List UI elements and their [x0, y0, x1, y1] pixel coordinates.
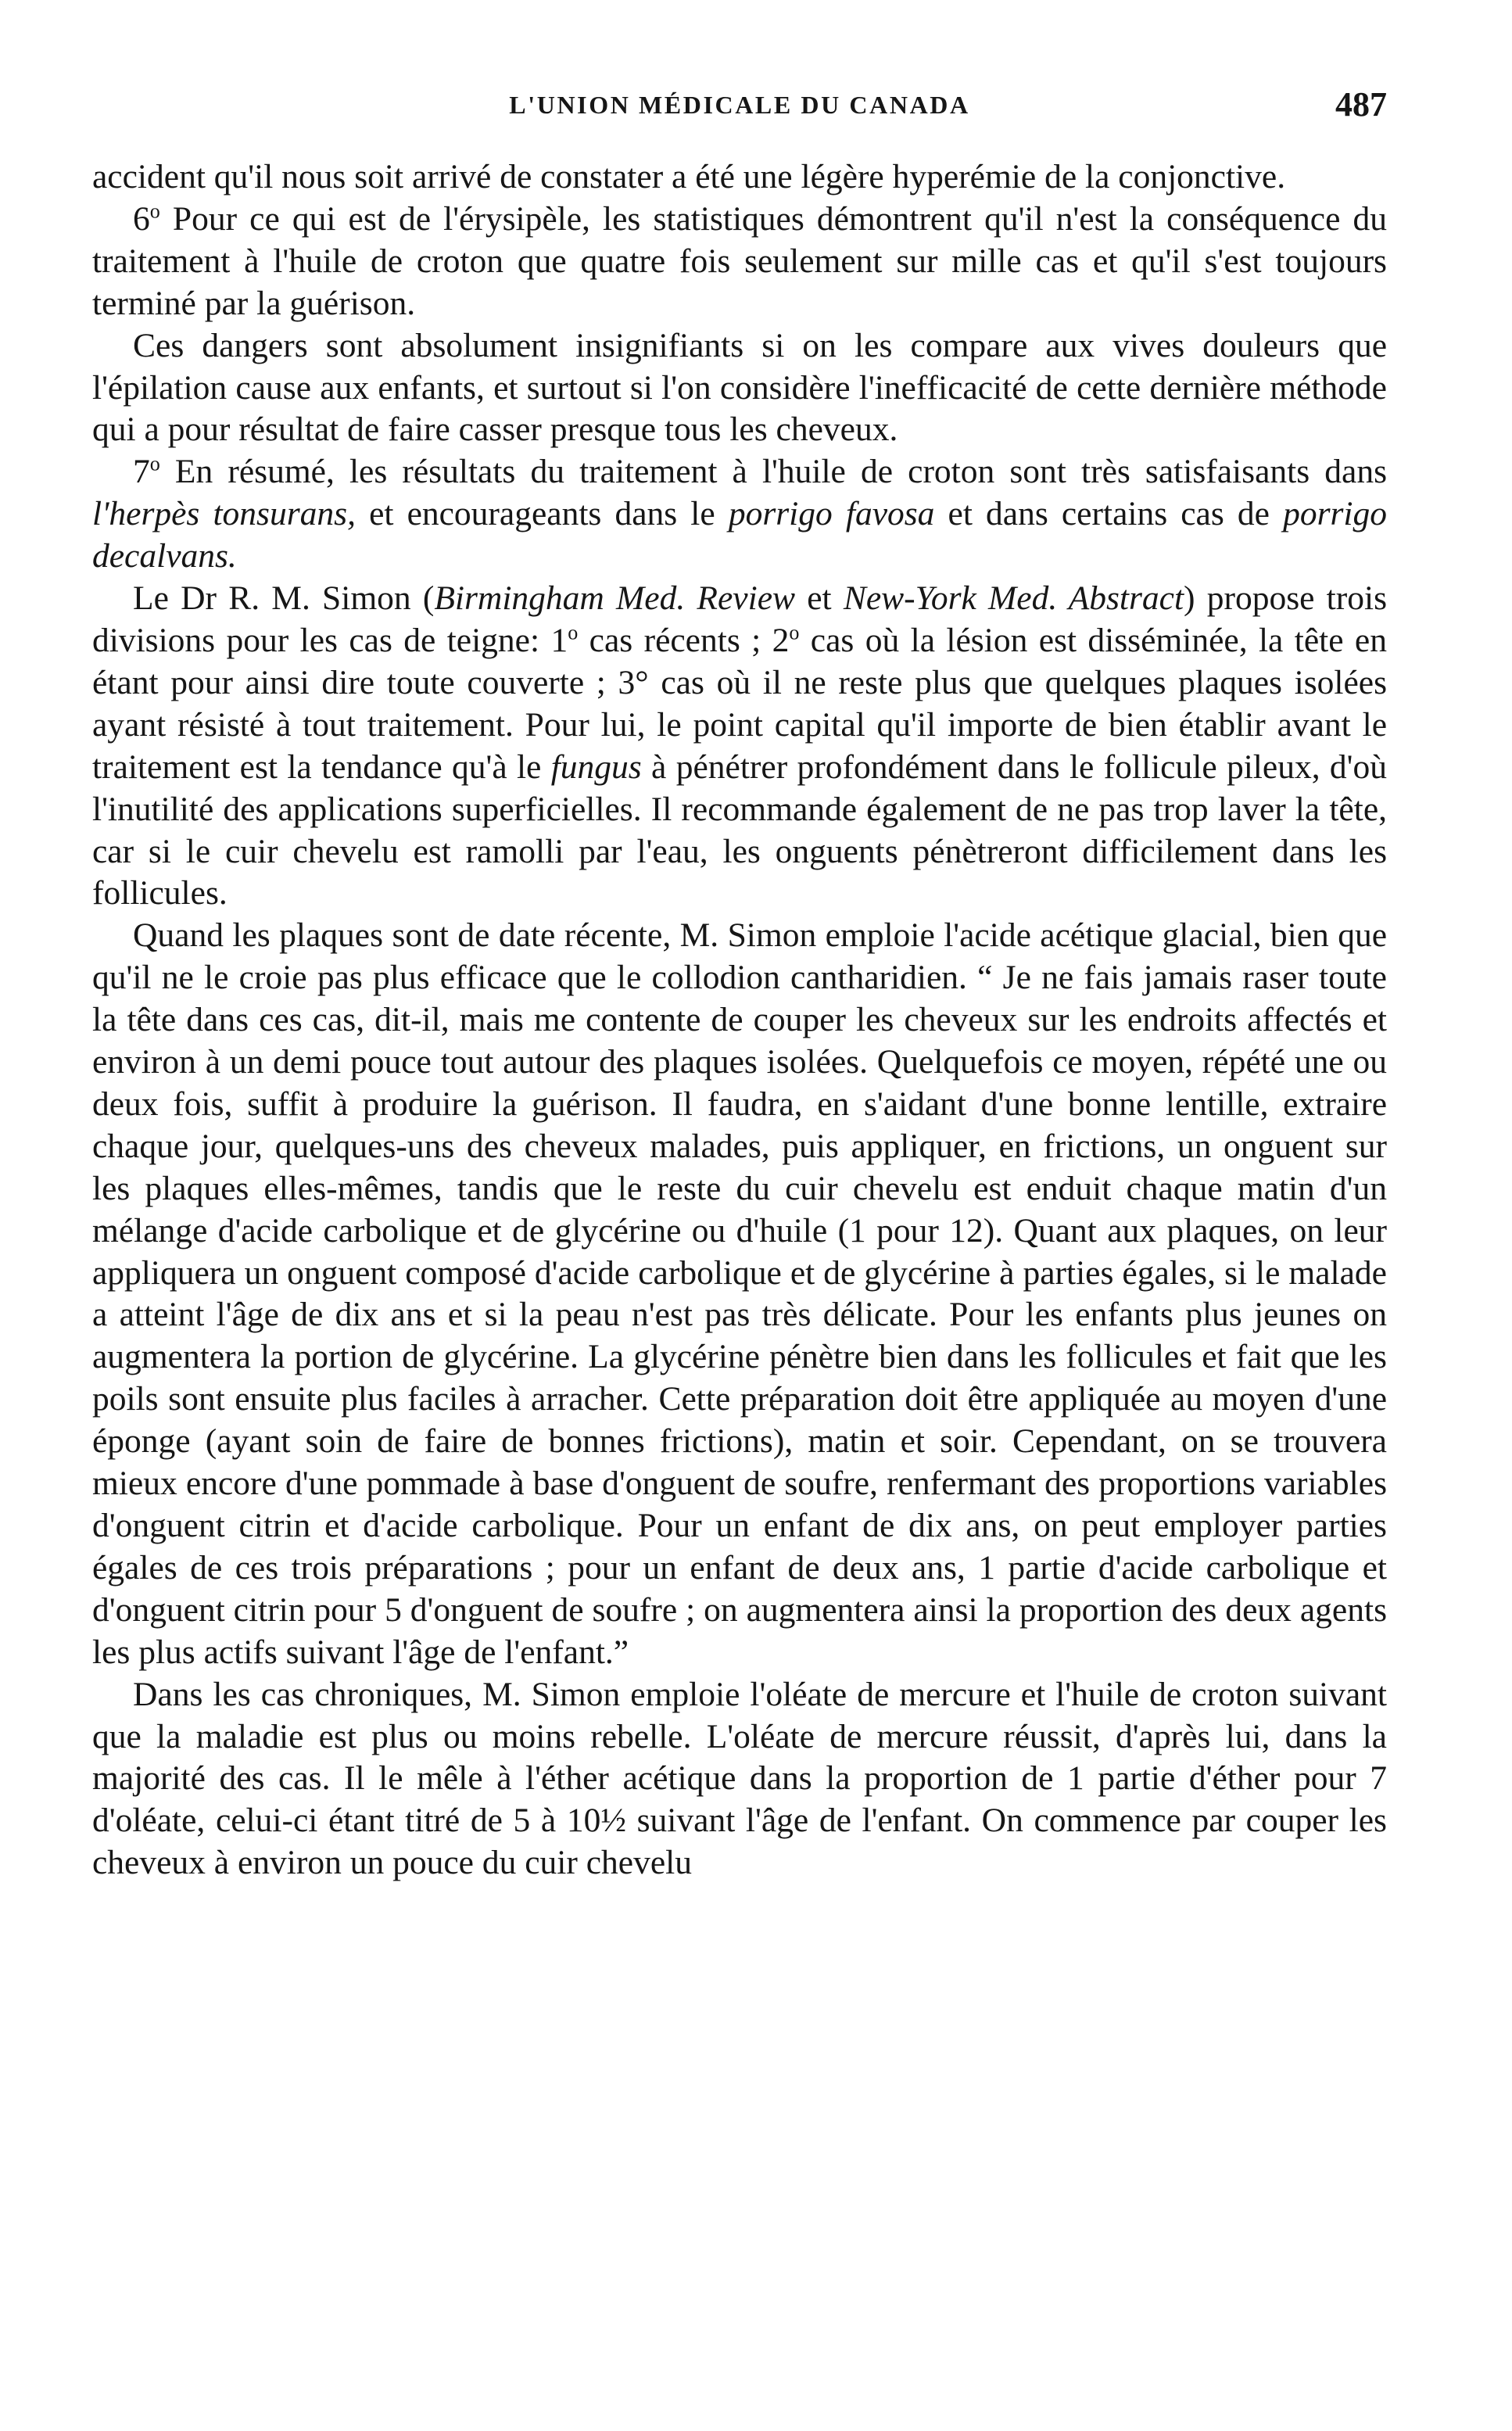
text-run: accident qu'il nous soit arrivé de constater a été une légère hyperémie de la conjonctive.	[92, 158, 1286, 195]
text-run: cas récents ; 2	[578, 621, 790, 659]
italic-text: l'herpès tonsurans,	[92, 495, 356, 533]
text-run: Pour ce qui est de l'érysipèle, les statistiques démontrent qu'il n'est la conséquence du traitement à l'huile de croton que quatre fois seulement sur mille cas et qu'il s'est toujours terminé par la guérison.	[92, 199, 1387, 322]
page-number: 487	[1335, 85, 1387, 124]
text-run: 7	[133, 453, 150, 491]
italic-text: Birmingham Med. Review	[434, 579, 796, 618]
page-header	[92, 84, 1387, 131]
body-text	[92, 156, 1387, 1884]
text-run: cas où la lésion est disséminée, la tête en étant pour ainsi dire toute couverte ; 3° cas où il ne reste plus que quelques plaques isolées ayant résisté à tout traitement. Pour lui, le point capital qu'il importe de bien établir avant le traitement est la tendance qu'à le	[92, 621, 1387, 786]
italic-text: porrigo favosa	[728, 495, 935, 533]
text-run: 6	[133, 199, 150, 238]
text-run: à pénétrer profondément dans le follicule pileux, d'où l'inutilité des applications superficielles. Il recommande également de ne pas trop laver la tête, car si le cuir chevelu est ramolli par l'eau, les onguents pénètreront difficilement dans les follicules.	[92, 748, 1388, 913]
text-run: Le Dr R. M. Simon (	[133, 579, 435, 618]
paragraph	[92, 199, 1387, 325]
text-run: et	[795, 579, 844, 618]
text-run: et encourageants dans le	[355, 495, 729, 533]
text-run: ) propose trois divisions pour les cas de teigne: 1	[92, 579, 1387, 659]
italic-text: New-York Med. Abstract	[843, 579, 1184, 618]
text-run: Quand les plaques sont de date récente, M. Simon emploie l'acide acétique glacial, bien que qu'il ne le croie pas plus efficace que le collodion cantharidien. “ Je ne fais jamais raser toute la tête dans ces cas, dit-il, mais me contente de couper les cheveux sur les endroits affectés et environ à un demi pouce tout autour des plaques isolées. Quelquefois ce moyen, répété une ou deux fois, suffit à produire la guérison. Il faudra, en s'aidant d'une bonne lentille, extraire chaque jour, quelques-uns des cheveux malades, puis appliquer, en frictions, un onguent sur les plaques elles-mêmes, tandis que le reste du cuir chevelu est enduit chaque matin d'un mélange d'acide carbolique et de glycérine ou d'huile (1 pour 12). Quant aux plaques, on leur appliquera un onguent composé d'acide carbolique et de glycérine à parties égales, si le malade a atteint l'âge de dix ans et si la peau n'est pas très délicate. Pour les enfants plus jeunes on augmentera la portion de glycérine. La glycérine pénètre bien dans les follicules et fait que les poils sont ensuite plus faciles à arracher. Cette préparation doit être appliquée au moyen d'une éponge (ayant soin de faire de bonnes frictions), matin et soir. Cependant, on se trouvera mieux encore d'une pommade à base d'onguent de soufre, renfermant des proportions variables d'onguent citrin et d'acide carbolique. Pour un enfant de dix ans, on peut employer parties égales de ces trois préparations ; pour un enfant de deux ans, 1 partie d'acide carbolique et d'onguent citrin pour 5 d'onguent de soufre ; on augmentera ainsi la proportion des deux agents les plus actifs suivant l'âge de l'enfant.”	[92, 916, 1387, 1671]
text-run: Dans les cas chroniques, M. Simon emploie l'oléate de mercure et l'huile de croton suivant que la maladie est plus ou moins rebelle. L'oléate de mercure réussit, d'après lui, dans la majorité des cas. Il le mêle à l'éther acétique dans la proportion de 1 partie d'éther pour 7 d'oléate, celui-ci étant titré de 5 à 10½ suivant l'âge de l'enfant. On commence par couper les cheveux à environ un pouce du cuir chevelu	[92, 1675, 1387, 1882]
paragraph	[92, 578, 1387, 915]
ordinal-superscript: o	[568, 621, 579, 644]
ordinal-superscript: o	[789, 621, 800, 644]
paragraph	[92, 325, 1387, 452]
paragraph	[92, 156, 1387, 199]
running-head: L'UNION MÉDICALE DU CANADA	[509, 91, 970, 119]
ordinal-superscript: o	[149, 452, 160, 475]
ordinal-superscript: o	[149, 199, 160, 223]
italic-text: fungus	[550, 748, 642, 786]
paragraph	[92, 451, 1387, 578]
text-run: et dans certains cas de	[934, 495, 1284, 533]
text-run: Ces dangers sont absolument insignifiants si on les compare aux vives douleurs que l'épilation cause aux enfants, et surtout si l'on considère l'inefficacité de cette dernière méthode qui a pour résultat de faire casser presque tous les cheveux.	[92, 326, 1387, 449]
text-run: En résumé, les résultats du traitement à l'huile de croton sont très satisfaisants dans	[159, 453, 1387, 491]
italic-text: porrigo decalvans.	[92, 495, 1388, 575]
paragraph	[92, 915, 1387, 1673]
paragraph	[92, 1674, 1387, 1885]
